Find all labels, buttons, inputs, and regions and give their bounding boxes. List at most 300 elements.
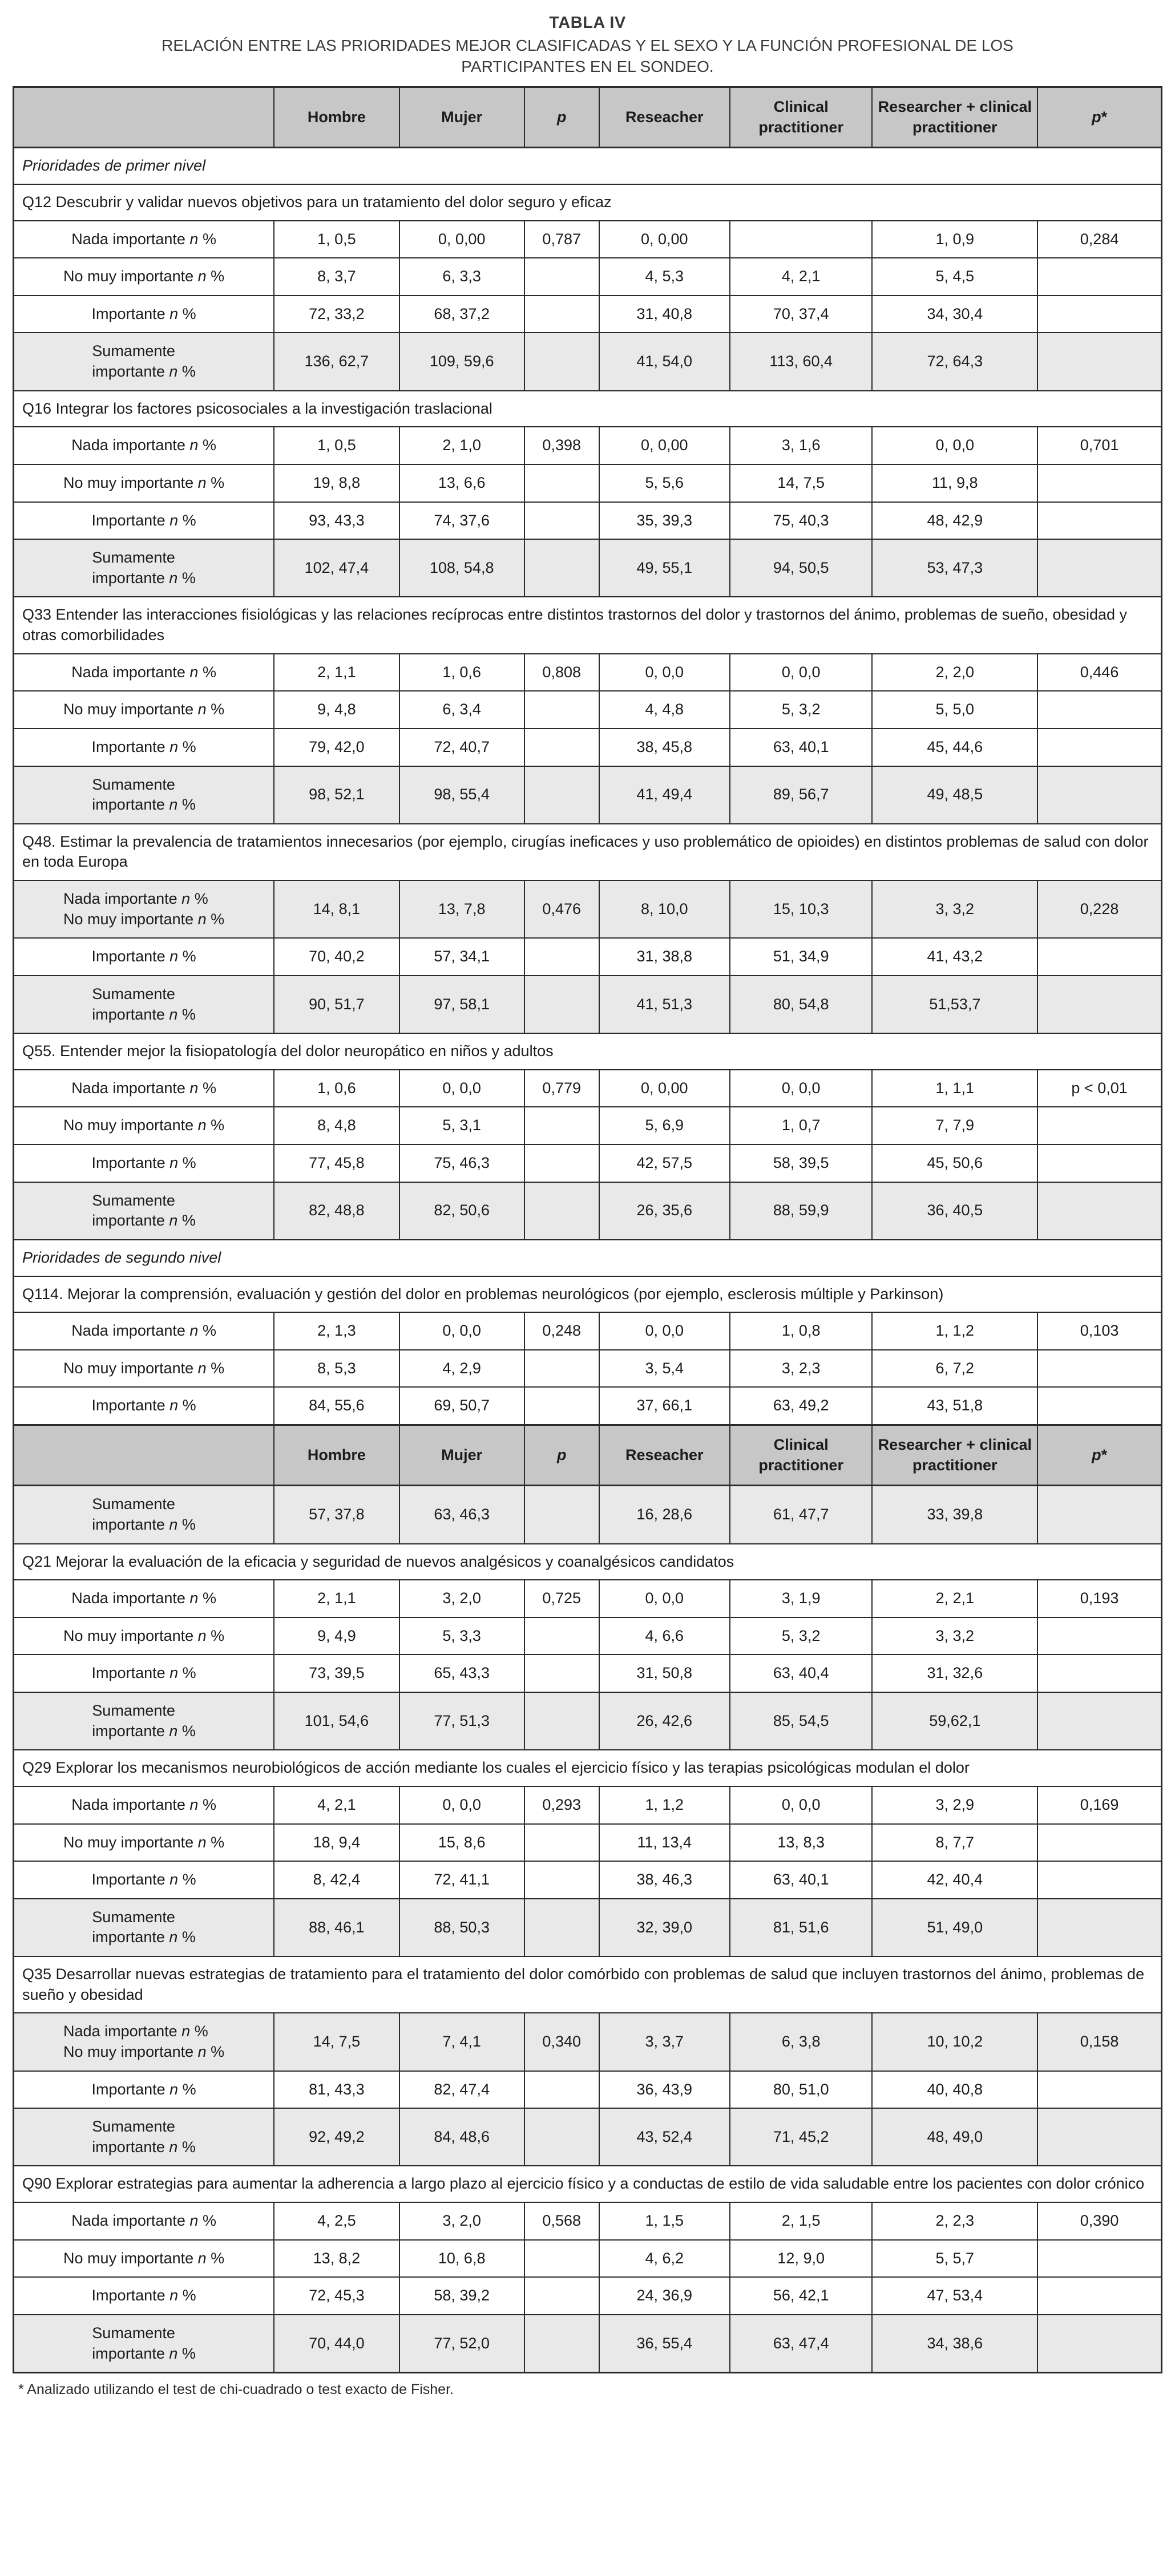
row-label-cell: Sumamente importante n % — [14, 976, 274, 1033]
value-cell: 5, 3,2 — [730, 1617, 872, 1655]
value-cell — [1037, 258, 1161, 296]
value-cell: 92, 49,2 — [274, 2108, 399, 2166]
value-cell — [1037, 2315, 1161, 2373]
value-cell: 0, 0,0 — [399, 1786, 524, 1824]
question-row — [14, 597, 1162, 653]
value-cell — [1037, 1899, 1161, 1956]
value-cell: 0, 0,00 — [599, 1070, 730, 1107]
column-header: p — [524, 1425, 599, 1486]
value-cell: 77, 52,0 — [399, 2315, 524, 2373]
value-cell: 81, 51,6 — [730, 1899, 872, 1956]
row-label-cell: Nada importante n % — [14, 2202, 274, 2240]
column-header: Hombre — [274, 87, 399, 148]
value-cell: 4, 4,8 — [599, 691, 730, 729]
row-label-cell: Sumamente importante n % — [14, 766, 274, 824]
value-cell — [524, 258, 599, 296]
value-cell — [1037, 1655, 1161, 1692]
table-row — [14, 766, 1162, 824]
value-cell: 8, 7,7 — [872, 1824, 1037, 1862]
value-cell — [1037, 2108, 1161, 2166]
row-label-cell: No muy importante n % — [14, 1350, 274, 1388]
value-cell — [730, 221, 872, 258]
statistics-table — [13, 86, 1162, 2373]
value-cell: 2, 1,3 — [274, 1312, 399, 1350]
value-cell: 8, 10,0 — [599, 880, 730, 938]
column-header-row — [14, 1425, 1162, 1486]
question-row — [14, 1750, 1162, 1786]
value-cell: 0,398 — [524, 427, 599, 464]
column-header — [14, 87, 274, 148]
value-cell: 75, 46,3 — [399, 1145, 524, 1182]
value-cell: 0,779 — [524, 1070, 599, 1107]
value-cell: 16, 28,6 — [599, 1486, 730, 1544]
value-cell: 72, 45,3 — [274, 2277, 399, 2315]
value-cell: 97, 58,1 — [399, 976, 524, 1033]
value-cell: 9, 4,8 — [274, 691, 399, 729]
table-title: TABLA IV — [549, 14, 626, 32]
value-cell: 3, 3,2 — [872, 880, 1037, 938]
value-cell: 73, 39,5 — [274, 1655, 399, 1692]
value-cell: 49, 48,5 — [872, 766, 1037, 824]
table-row — [14, 221, 1162, 258]
value-cell: 6, 3,8 — [730, 2013, 872, 2070]
value-cell: 2, 1,0 — [399, 427, 524, 464]
value-cell: 65, 43,3 — [399, 1655, 524, 1692]
row-label-cell: Importante n % — [14, 502, 274, 540]
value-cell — [1037, 1824, 1161, 1862]
value-cell — [524, 333, 599, 390]
value-cell: 0,248 — [524, 1312, 599, 1350]
row-label-cell: Nada importante n % No muy importante n % — [14, 880, 274, 938]
value-cell: 1, 0,8 — [730, 1312, 872, 1350]
column-header: p* — [1037, 87, 1161, 148]
value-cell: 0, 0,0 — [599, 1312, 730, 1350]
value-cell: 1, 0,5 — [274, 427, 399, 464]
table-body — [14, 87, 1162, 2373]
question-label: Q12 Descubrir y validar nuevos objetivos para un tratamiento del dolor seguro y eficaz — [14, 184, 1162, 221]
value-cell — [524, 2315, 599, 2373]
value-cell: 63, 49,2 — [730, 1387, 872, 1425]
column-header: Reseacher — [599, 87, 730, 148]
value-cell: 98, 52,1 — [274, 766, 399, 824]
question-row — [14, 1956, 1162, 2013]
question-row — [14, 1544, 1162, 1580]
value-cell — [1037, 1182, 1161, 1240]
value-cell: 0, 0,0 — [730, 654, 872, 691]
value-cell: 13, 6,6 — [399, 464, 524, 502]
row-label-cell: Sumamente importante n % — [14, 1899, 274, 1956]
question-label: Q55. Entender mejor la fisiopatología del dolor neuropático en niños y adultos — [14, 1033, 1162, 1070]
value-cell: 45, 50,6 — [872, 1145, 1037, 1182]
value-cell: 84, 55,6 — [274, 1387, 399, 1425]
column-header: Clinical practitioner — [730, 87, 872, 148]
value-cell: 88, 46,1 — [274, 1899, 399, 1956]
value-cell: 2, 1,1 — [274, 654, 399, 691]
question-row — [14, 2166, 1162, 2202]
value-cell: 41, 49,4 — [599, 766, 730, 824]
value-cell — [1037, 464, 1161, 502]
row-label-cell: Importante n % — [14, 1387, 274, 1425]
value-cell: 0, 0,00 — [399, 221, 524, 258]
value-cell: 72, 33,2 — [274, 296, 399, 333]
value-cell: 0,808 — [524, 654, 599, 691]
table-row — [14, 691, 1162, 729]
question-row — [14, 391, 1162, 427]
value-cell: 0,284 — [1037, 221, 1161, 258]
value-cell: 8, 5,3 — [274, 1350, 399, 1388]
table-row — [14, 1486, 1162, 1544]
value-cell: 2, 2,0 — [872, 654, 1037, 691]
value-cell: 14, 7,5 — [274, 2013, 399, 2070]
value-cell: 0, 0,0 — [730, 1786, 872, 1824]
value-cell: 41, 54,0 — [599, 333, 730, 390]
value-cell — [524, 1861, 599, 1899]
value-cell: 11, 9,8 — [872, 464, 1037, 502]
value-cell: 13, 7,8 — [399, 880, 524, 938]
value-cell: 74, 37,6 — [399, 502, 524, 540]
value-cell: 33, 39,8 — [872, 1486, 1037, 1544]
value-cell: 63, 40,1 — [730, 1861, 872, 1899]
value-cell: 51,53,7 — [872, 976, 1037, 1033]
row-label-cell: No muy importante n % — [14, 464, 274, 502]
table-row — [14, 1145, 1162, 1182]
row-label-cell: Nada importante n % — [14, 1580, 274, 1617]
table-row — [14, 1107, 1162, 1145]
table-row — [14, 2277, 1162, 2315]
value-cell: 42, 57,5 — [599, 1145, 730, 1182]
value-cell: 7, 7,9 — [872, 1107, 1037, 1145]
value-cell — [1037, 1617, 1161, 1655]
value-cell — [1037, 333, 1161, 390]
section-label: Prioridades de primer nivel — [14, 148, 1162, 184]
value-cell: 0,476 — [524, 880, 599, 938]
value-cell: 0,568 — [524, 2202, 599, 2240]
value-cell — [1037, 2240, 1161, 2278]
table-row — [14, 296, 1162, 333]
value-cell: 4, 6,2 — [599, 2240, 730, 2278]
row-label-cell: Nada importante n % — [14, 1786, 274, 1824]
row-label-cell: No muy importante n % — [14, 2240, 274, 2278]
value-cell: 0,725 — [524, 1580, 599, 1617]
value-cell: 56, 42,1 — [730, 2277, 872, 2315]
value-cell — [524, 2277, 599, 2315]
table-row — [14, 938, 1162, 976]
value-cell: 3, 2,0 — [399, 2202, 524, 2240]
value-cell: 77, 45,8 — [274, 1145, 399, 1182]
row-label-cell: Importante n % — [14, 2071, 274, 2109]
value-cell — [524, 1824, 599, 1862]
value-cell: 4, 2,5 — [274, 2202, 399, 2240]
value-cell: 1, 0,9 — [872, 221, 1037, 258]
value-cell: 1, 0,6 — [399, 654, 524, 691]
value-cell — [524, 729, 599, 766]
value-cell — [1037, 1107, 1161, 1145]
table-row — [14, 1655, 1162, 1692]
value-cell — [524, 296, 599, 333]
value-cell: 34, 30,4 — [872, 296, 1037, 333]
value-cell: 1, 1,2 — [872, 1312, 1037, 1350]
value-cell: 19, 8,8 — [274, 464, 399, 502]
value-cell: 2, 2,3 — [872, 2202, 1037, 2240]
value-cell: 15, 10,3 — [730, 880, 872, 938]
table-row — [14, 2315, 1162, 2373]
column-header: Researcher + clinical practitioner — [872, 1425, 1037, 1486]
value-cell: 7, 4,1 — [399, 2013, 524, 2070]
value-cell: 1, 1,2 — [599, 1786, 730, 1824]
column-header-row — [14, 87, 1162, 148]
value-cell: 4, 2,9 — [399, 1350, 524, 1388]
value-cell — [524, 766, 599, 824]
value-cell: 57, 34,1 — [399, 938, 524, 976]
value-cell: 5, 3,1 — [399, 1107, 524, 1145]
value-cell: 1, 0,6 — [274, 1070, 399, 1107]
value-cell: 31, 40,8 — [599, 296, 730, 333]
row-label-cell: Sumamente importante n % — [14, 1182, 274, 1240]
value-cell: 85, 54,5 — [730, 1692, 872, 1750]
row-label-cell: Sumamente importante n % — [14, 2315, 274, 2373]
value-cell: 59,62,1 — [872, 1692, 1037, 1750]
value-cell: 70, 44,0 — [274, 2315, 399, 2373]
value-cell: 3, 2,3 — [730, 1350, 872, 1388]
row-label-cell: Importante n % — [14, 1655, 274, 1692]
value-cell: 14, 7,5 — [730, 464, 872, 502]
row-label-cell: Importante n % — [14, 729, 274, 766]
table-row — [14, 1312, 1162, 1350]
value-cell: 58, 39,5 — [730, 1145, 872, 1182]
value-cell — [524, 1182, 599, 1240]
value-cell: 2, 1,5 — [730, 2202, 872, 2240]
value-cell — [524, 464, 599, 502]
column-header: Mujer — [399, 1425, 524, 1486]
row-label-cell: Importante n % — [14, 1145, 274, 1182]
column-header: p* — [1037, 1425, 1161, 1486]
value-cell: 26, 42,6 — [599, 1692, 730, 1750]
value-cell — [524, 1692, 599, 1750]
value-cell — [1037, 2071, 1161, 2109]
row-label-cell: Sumamente importante n % — [14, 333, 274, 390]
table-row — [14, 1580, 1162, 1617]
value-cell: 10, 6,8 — [399, 2240, 524, 2278]
value-cell: 0,787 — [524, 221, 599, 258]
value-cell — [1037, 976, 1161, 1033]
value-cell: 6, 7,2 — [872, 1350, 1037, 1388]
value-cell: 48, 42,9 — [872, 502, 1037, 540]
value-cell: 0,193 — [1037, 1580, 1161, 1617]
value-cell — [1037, 502, 1161, 540]
row-label-cell: No muy importante n % — [14, 1824, 274, 1862]
question-label: Q33 Entender las interacciones fisiológicas y las relaciones recíprocas entre distintos trastornos del dolor y trastornos del ánimo, problemas de sueño, obesidad y otras comorbilidades — [14, 597, 1162, 653]
value-cell: 1, 0,7 — [730, 1107, 872, 1145]
value-cell: 80, 51,0 — [730, 2071, 872, 2109]
value-cell: 136, 62,7 — [274, 333, 399, 390]
value-cell — [524, 1107, 599, 1145]
value-cell: 0,293 — [524, 1786, 599, 1824]
value-cell: 0,446 — [1037, 654, 1161, 691]
value-cell: 5, 5,0 — [872, 691, 1037, 729]
table-subtitle: RELACIÓN ENTRE LAS PRIORIDADES MEJOR CLASIFICADAS Y EL SEXO Y LA FUNCIÓN PROFESIONAL DE LOS PARTICIPANTES EN EL SONDEO. — [161, 37, 1014, 75]
table-row — [14, 502, 1162, 540]
row-label-cell: No muy importante n % — [14, 691, 274, 729]
value-cell: 9, 4,9 — [274, 1617, 399, 1655]
table-row — [14, 333, 1162, 390]
value-cell — [524, 2240, 599, 2278]
column-header: Researcher + clinical practitioner — [872, 87, 1037, 148]
table-row — [14, 880, 1162, 938]
value-cell: 0, 0,0 — [730, 1070, 872, 1107]
value-cell: 3, 1,6 — [730, 427, 872, 464]
value-cell: 40, 40,8 — [872, 2071, 1037, 2109]
value-cell: 94, 50,5 — [730, 539, 872, 597]
row-label-cell: Importante n % — [14, 2277, 274, 2315]
table-row — [14, 1899, 1162, 1956]
value-cell — [1037, 938, 1161, 976]
row-label-cell: Nada importante n % — [14, 1070, 274, 1107]
column-header: p — [524, 87, 599, 148]
value-cell: 3, 5,4 — [599, 1350, 730, 1388]
value-cell: 34, 38,6 — [872, 2315, 1037, 2373]
value-cell: 4, 6,6 — [599, 1617, 730, 1655]
table-caption — [13, 13, 1162, 77]
value-cell: 13, 8,3 — [730, 1824, 872, 1862]
row-label-cell: No muy importante n % — [14, 1107, 274, 1145]
value-cell: 0, 0,0 — [399, 1070, 524, 1107]
value-cell: 89, 56,7 — [730, 766, 872, 824]
row-label-cell: Sumamente importante n % — [14, 1692, 274, 1750]
value-cell: 11, 13,4 — [599, 1824, 730, 1862]
question-row — [14, 1276, 1162, 1313]
value-cell: 0, 0,0 — [599, 654, 730, 691]
section-row — [14, 1240, 1162, 1276]
table-row — [14, 2108, 1162, 2166]
table-row — [14, 1387, 1162, 1425]
value-cell — [1037, 691, 1161, 729]
value-cell: 8, 4,8 — [274, 1107, 399, 1145]
value-cell — [1037, 766, 1161, 824]
value-cell: 109, 59,6 — [399, 333, 524, 390]
section-label: Prioridades de segundo nivel — [14, 1240, 1162, 1276]
value-cell: 36, 55,4 — [599, 2315, 730, 2373]
value-cell: 51, 34,9 — [730, 938, 872, 976]
value-cell: 12, 9,0 — [730, 2240, 872, 2278]
value-cell — [1037, 539, 1161, 597]
table-row — [14, 729, 1162, 766]
value-cell: 77, 51,3 — [399, 1692, 524, 1750]
value-cell: 43, 51,8 — [872, 1387, 1037, 1425]
value-cell: 72, 64,3 — [872, 333, 1037, 390]
value-cell: 93, 43,3 — [274, 502, 399, 540]
value-cell: 69, 50,7 — [399, 1387, 524, 1425]
value-cell: 47, 53,4 — [872, 2277, 1037, 2315]
value-cell: 45, 44,6 — [872, 729, 1037, 766]
table-row — [14, 1350, 1162, 1388]
question-label: Q16 Integrar los factores psicosociales a la investigación traslacional — [14, 391, 1162, 427]
value-cell: 80, 54,8 — [730, 976, 872, 1033]
table-row — [14, 427, 1162, 464]
value-cell: 48, 49,0 — [872, 2108, 1037, 2166]
value-cell: 1, 1,1 — [872, 1070, 1037, 1107]
value-cell — [524, 2071, 599, 2109]
row-label-cell: Sumamente importante n % — [14, 2108, 274, 2166]
value-cell: 72, 40,7 — [399, 729, 524, 766]
row-label-cell: Sumamente importante n % — [14, 539, 274, 597]
value-cell — [1037, 2277, 1161, 2315]
value-cell — [524, 1655, 599, 1692]
value-cell — [524, 1350, 599, 1388]
value-cell: 41, 43,2 — [872, 938, 1037, 976]
value-cell: 0, 0,0 — [872, 427, 1037, 464]
value-cell: 82, 48,8 — [274, 1182, 399, 1240]
value-cell — [524, 938, 599, 976]
row-label-cell: Importante n % — [14, 1861, 274, 1899]
value-cell: 58, 39,2 — [399, 2277, 524, 2315]
value-cell: 0,169 — [1037, 1786, 1161, 1824]
value-cell: 0,103 — [1037, 1312, 1161, 1350]
value-cell: 61, 47,7 — [730, 1486, 872, 1544]
value-cell: 81, 43,3 — [274, 2071, 399, 2109]
value-cell: 2, 1,1 — [274, 1580, 399, 1617]
table-row — [14, 1617, 1162, 1655]
value-cell: 53, 47,3 — [872, 539, 1037, 597]
value-cell — [1037, 1692, 1161, 1750]
value-cell: 3, 1,9 — [730, 1580, 872, 1617]
column-header: Clinical practitioner — [730, 1425, 872, 1486]
value-cell: 0,340 — [524, 2013, 599, 2070]
value-cell: 70, 37,4 — [730, 296, 872, 333]
value-cell: 38, 46,3 — [599, 1861, 730, 1899]
value-cell: 14, 8,1 — [274, 880, 399, 938]
column-header: Mujer — [399, 87, 524, 148]
value-cell: 36, 40,5 — [872, 1182, 1037, 1240]
value-cell: 84, 48,6 — [399, 2108, 524, 2166]
value-cell: 6, 3,3 — [399, 258, 524, 296]
value-cell — [1037, 1387, 1161, 1425]
value-cell: 10, 10,2 — [872, 2013, 1037, 2070]
value-cell: 68, 37,2 — [399, 296, 524, 333]
value-cell: 18, 9,4 — [274, 1824, 399, 1862]
value-cell: 31, 32,6 — [872, 1655, 1037, 1692]
value-cell: 15, 8,6 — [399, 1824, 524, 1862]
value-cell: 101, 54,6 — [274, 1692, 399, 1750]
table-row — [14, 1861, 1162, 1899]
question-label: Q48. Estimar la prevalencia de tratamientos innecesarios (por ejemplo, cirugías ineficaces y uso problemático de opioides) en distintos problemas de salud con dolor en toda Europa — [14, 824, 1162, 880]
question-label: Q29 Explorar los mecanismos neurobiológicos de acción mediante los cuales el ejercicio físico y las terapias psicológicas modulan el dolor — [14, 1750, 1162, 1786]
value-cell: 98, 55,4 — [399, 766, 524, 824]
value-cell: 79, 42,0 — [274, 729, 399, 766]
value-cell — [1037, 1145, 1161, 1182]
value-cell: 13, 8,2 — [274, 2240, 399, 2278]
value-cell: 4, 2,1 — [730, 258, 872, 296]
question-row — [14, 184, 1162, 221]
value-cell: 5, 3,2 — [730, 691, 872, 729]
row-label-cell: No muy importante n % — [14, 258, 274, 296]
value-cell: 88, 50,3 — [399, 1899, 524, 1956]
value-cell: 26, 35,6 — [599, 1182, 730, 1240]
value-cell — [1037, 1350, 1161, 1388]
value-cell: 88, 59,9 — [730, 1182, 872, 1240]
value-cell: 75, 40,3 — [730, 502, 872, 540]
value-cell: 41, 51,3 — [599, 976, 730, 1033]
row-label-cell: Importante n % — [14, 296, 274, 333]
value-cell: 63, 46,3 — [399, 1486, 524, 1544]
value-cell: 70, 40,2 — [274, 938, 399, 976]
value-cell: 72, 41,1 — [399, 1861, 524, 1899]
value-cell: 43, 52,4 — [599, 2108, 730, 2166]
question-label: Q114. Mejorar la comprensión, evaluación y gestión del dolor en problemas neurológicos (por ejemplo, esclerosis múltiple y Parkinson) — [14, 1276, 1162, 1313]
column-header: Reseacher — [599, 1425, 730, 1486]
table-row — [14, 2240, 1162, 2278]
value-cell: 57, 37,8 — [274, 1486, 399, 1544]
value-cell: 63, 47,4 — [730, 2315, 872, 2373]
